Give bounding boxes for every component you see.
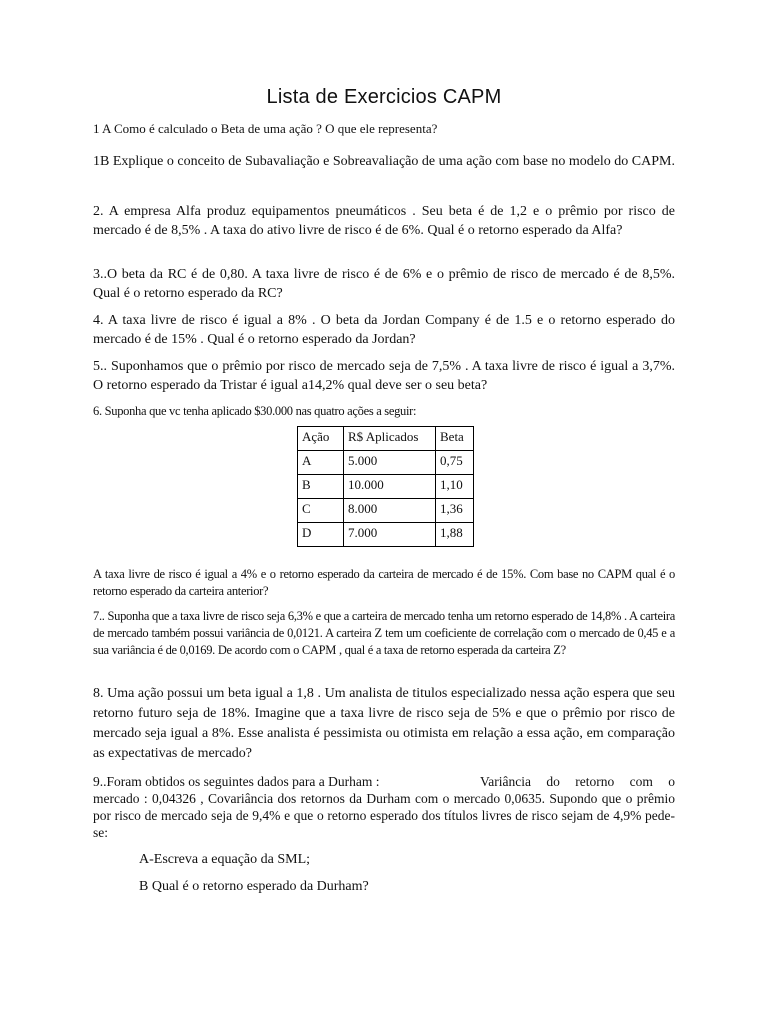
question-6-continuation: A taxa livre de risco é igual a 4% e o retorno esperado da carteira de mercado é de 15%. Com base no CAPM qual é o retorno esperado da carteira anterior? xyxy=(93,567,675,598)
question-9-intro: 9..Foram obtidos os seguintes dados para a Durham : xyxy=(93,774,380,789)
question-2: 2. A empresa Alfa produz equipamentos pneumáticos . Seu beta é de 1,2 e o prêmio por risco de mercado é de 8,5% . A taxa do ativo livre de risco é de 6%. Qual é o retorno esperado da Alfa? xyxy=(93,204,675,238)
table-cell: 0,75 xyxy=(436,451,474,475)
table-cell: 8.000 xyxy=(344,499,436,523)
question-6: 6. Suponha que vc tenha aplicado $30.000 nas quatro ações a seguir: xyxy=(93,404,417,418)
question-9-first-line xyxy=(93,773,675,790)
table-cell: A xyxy=(298,451,344,475)
table-row xyxy=(298,499,474,523)
question-9-body: mercado : 0,04326 , Covariância dos retornos da Durham com o mercado 0,0635. Supondo que o prêmio por risco de mercado seja de 9,4% e que o retorno esperado dos títulos livres de risco sejam de 4,9% pede-se: xyxy=(93,791,675,840)
table-row xyxy=(298,523,474,547)
table-cell: 7.000 xyxy=(344,523,436,547)
table-cell: 1,36 xyxy=(436,499,474,523)
table-cell: 1,10 xyxy=(436,475,474,499)
table-header-cell: Beta xyxy=(436,427,474,451)
investment-table xyxy=(297,426,474,547)
question-9 xyxy=(93,773,675,841)
question-5: 5.. Suponhamos que o prêmio por risco de mercado seja de 7,5% . A taxa livre de risco é igual a 3,7%. O retorno esperado da Tristar é igual a14,2% qual deve ser o seu beta? xyxy=(93,359,675,393)
page-title: Lista de Exercicios CAPM xyxy=(266,86,502,108)
table-cell: 10.000 xyxy=(344,475,436,499)
question-1a: 1 A Como é calculado o Beta de uma ação ? O que ele representa? xyxy=(93,121,438,136)
table-cell: 1,88 xyxy=(436,523,474,547)
question-1b: 1B Explique o conceito de Subavaliação e Sobreavaliação de uma ação com base no modelo do CAPM. xyxy=(93,154,675,169)
question-8: 8. Uma ação possui um beta igual a 1,8 . Um analista de titulos especializado nessa ação espera que seu retorno futuro seja de 18%. Imagine que a taxa livre de risco seja de 5% e que o prêmio por risco de mercado seja igual a 8%. Esse analista é pessimista ou otimista em relação a essa ação, em comparação as expectativas de mercado? xyxy=(93,686,675,761)
table-row xyxy=(298,475,474,499)
question-4: 4. A taxa livre de risco é igual a 8% . O beta da Jordan Company é de 1.5 e o retorno esperado do mercado é de 15% . Qual é o retorno esperado da Jordan? xyxy=(93,313,675,347)
question-9-item-b: B Qual é o retorno esperado da Durham? xyxy=(139,879,369,894)
table-row xyxy=(298,451,474,475)
table-header-cell: R$ Aplicados xyxy=(344,427,436,451)
table-cell: 5.000 xyxy=(344,451,436,475)
question-7: 7.. Suponha que a taxa livre de risco seja 6,3% e que a carteira de mercado tenha um retorno esperado de 14,8% . A carteira de mercado também possui variância de 0,0121. A carteira Z tem um coeficiente de correlação com o mercado de 0,45 e a sua variância é de 0,0169. De acordo com o CAPM , qual é a taxa de retorno esperada da carteira Z? xyxy=(93,609,675,657)
table-header-row xyxy=(298,427,474,451)
table-cell: B xyxy=(298,475,344,499)
table-header-cell: Ação xyxy=(298,427,344,451)
question-3: 3..O beta da RC é de 0,80. A taxa livre de risco é de 6% e o prêmio de risco de mercado é de 8,5%. Qual é o retorno esperado da RC? xyxy=(93,267,675,301)
question-9-intro-right: Variância do retorno com o xyxy=(480,774,675,789)
table-cell: D xyxy=(298,523,344,547)
question-9-item-a: A-Escreva a equação da SML; xyxy=(139,852,311,867)
table-cell: C xyxy=(298,499,344,523)
